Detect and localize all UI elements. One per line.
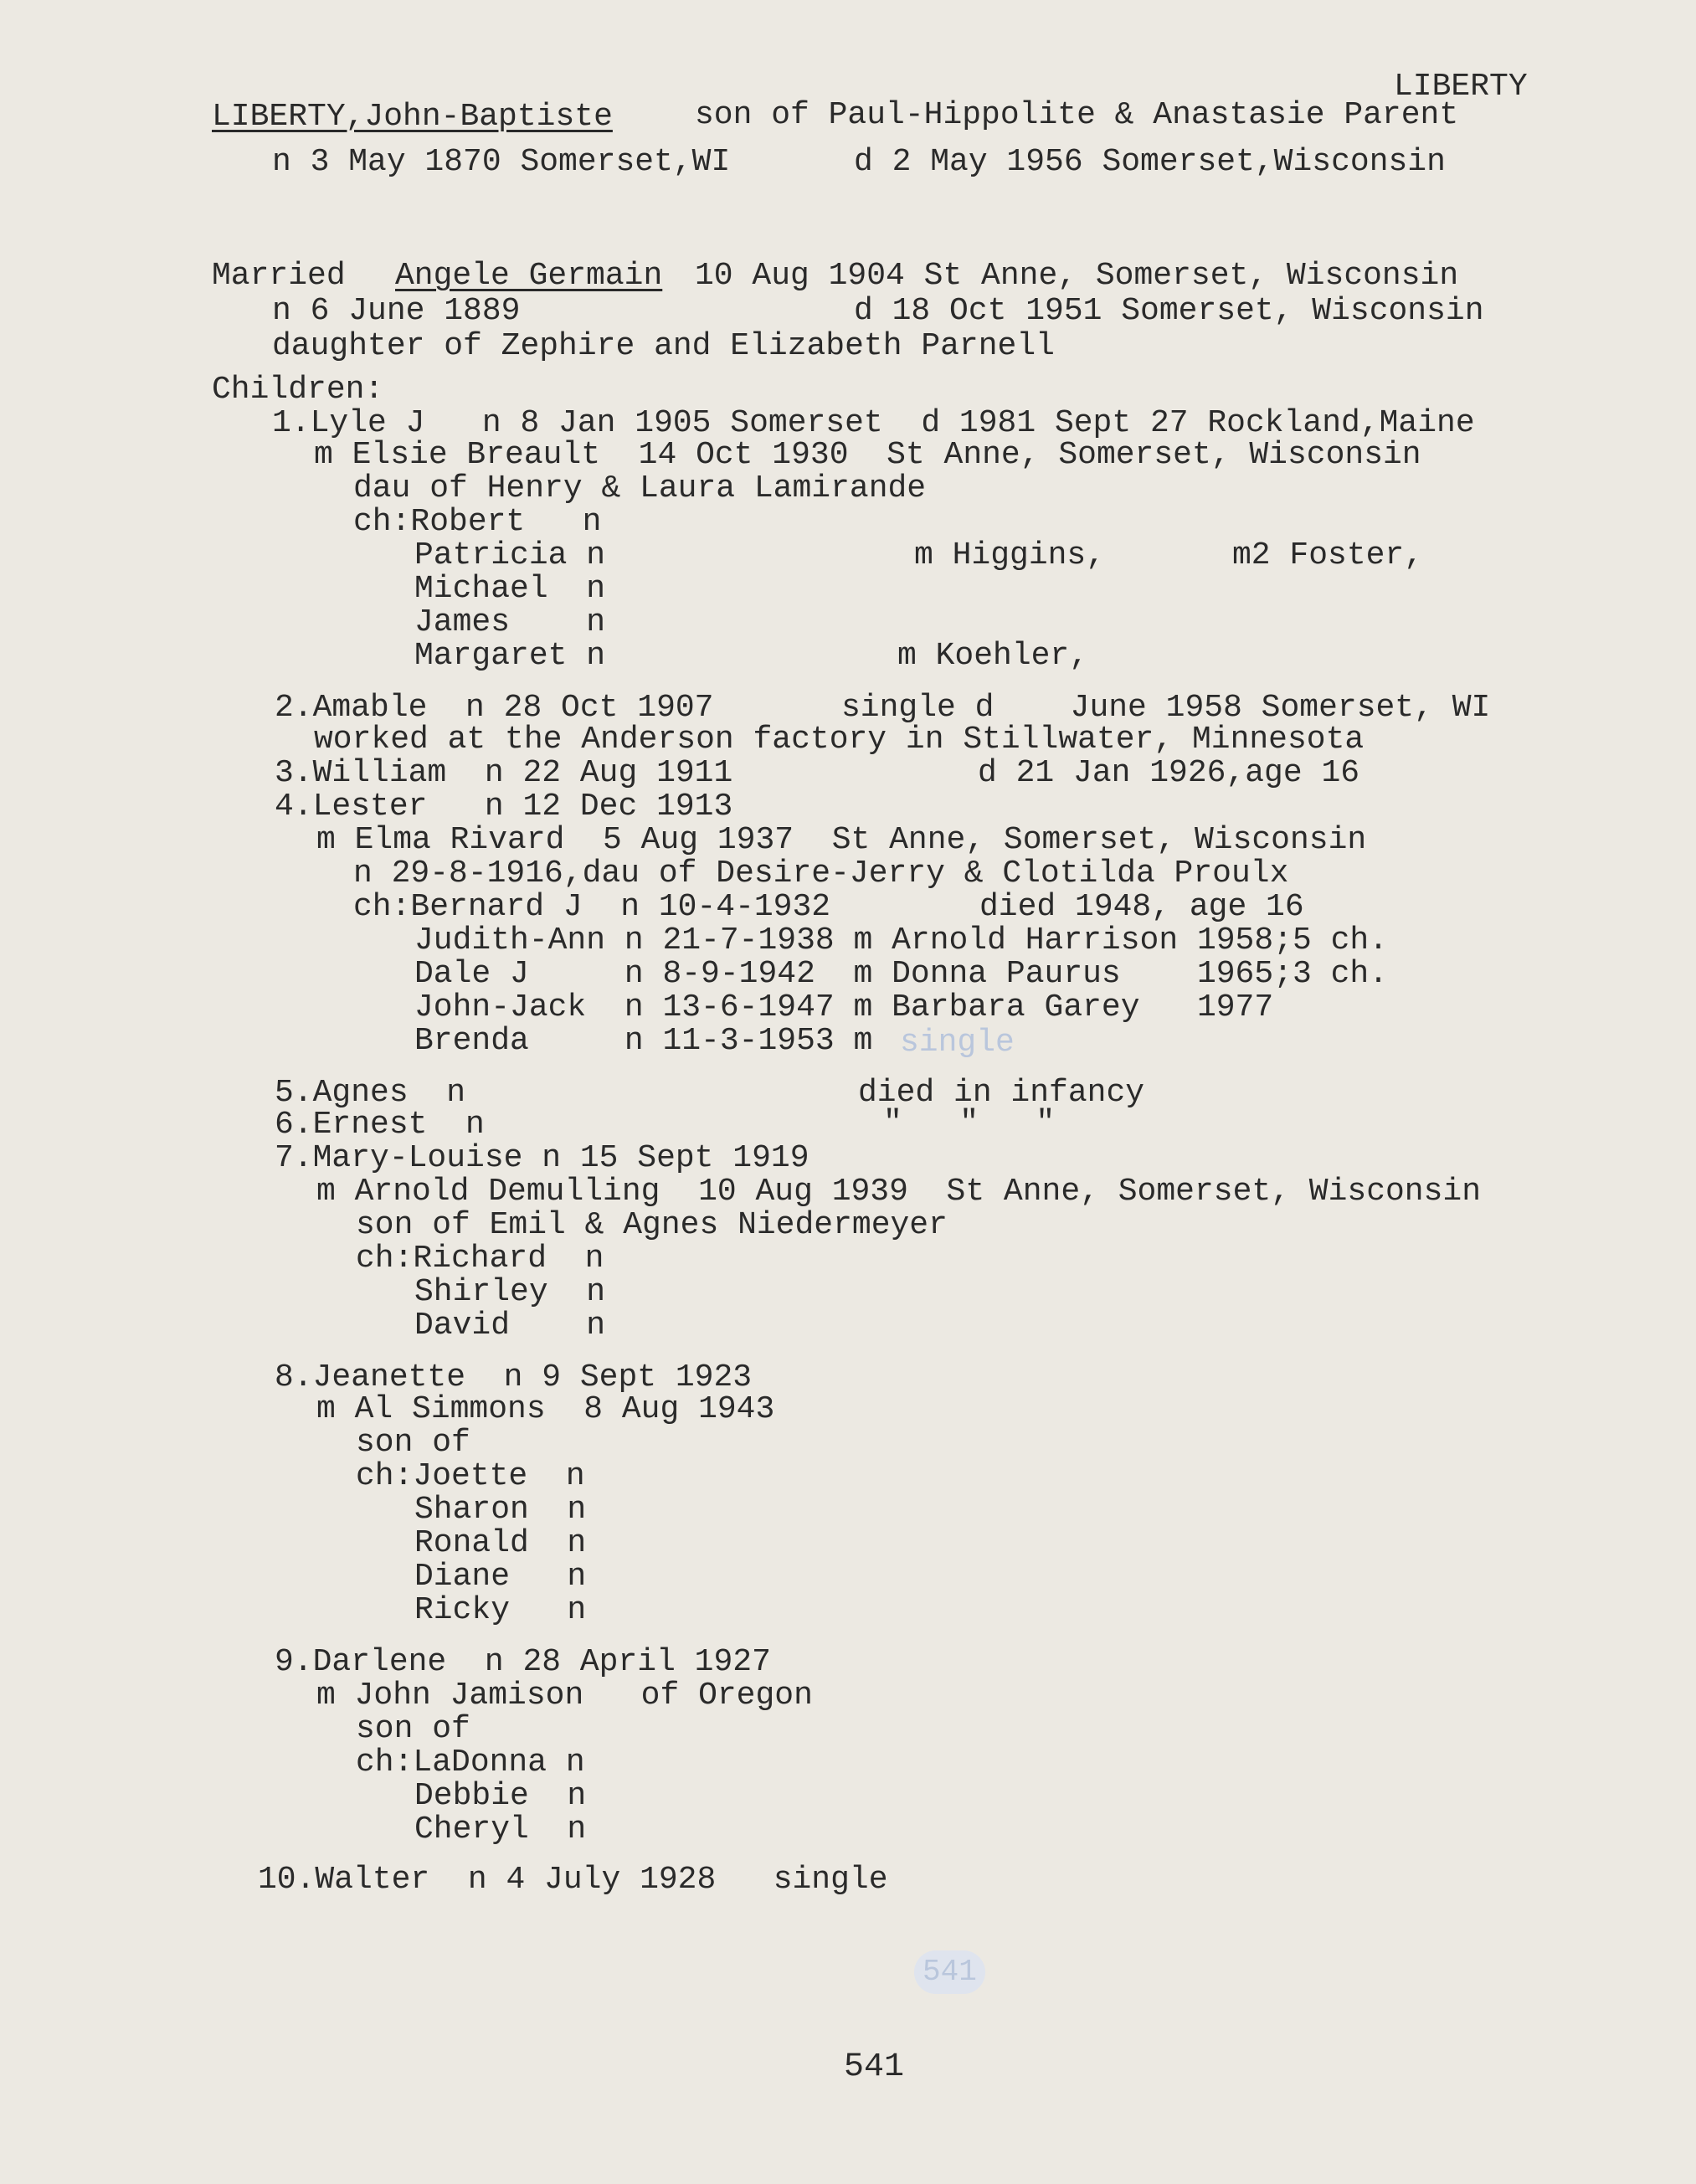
child-5-line: 5.Agnes n: [275, 1075, 466, 1111]
grandchild-line: Sharon n: [414, 1492, 587, 1528]
grandchild-line: ch:Robert n: [353, 504, 602, 540]
child-9-marriage: m John Jamison of Oregon: [316, 1678, 813, 1714]
child-4-spouse-details: n 29-8-1916,dau of Desire-Jerry & Clotilda Proulx: [353, 856, 1289, 892]
married-label: Married: [212, 258, 346, 294]
spouse-name: Angele Germain: [395, 258, 663, 294]
grandchild-line: Cheryl n: [414, 1811, 587, 1847]
grandchild-line: Patricia n: [414, 537, 606, 573]
grandchild-line: ch:Joette n: [356, 1458, 585, 1494]
grandchild-line: Dale J n 8-9-1942 m Donna Paurus 1965;3 ch.: [414, 956, 1388, 992]
spouse-birth: n 6 June 1889: [272, 293, 521, 329]
child-4-line: 4.Lester n 12 Dec 1913: [275, 789, 733, 825]
surname-heading: LIBERTY: [1394, 69, 1528, 105]
children-label: Children:: [212, 372, 384, 408]
grandchild-line: Debbie n: [414, 1778, 587, 1814]
child-6-line: 6.Ernest n: [275, 1107, 485, 1143]
child-7-spouse-parents: son of Emil & Agnes Niedermeyer: [356, 1207, 948, 1243]
child-3-line: 3.William n 22 Aug 1911: [275, 755, 733, 791]
grandchild-line: ch:Bernard J n 10-4-1932: [353, 889, 831, 925]
subject-name: LIBERTY,John-Baptiste: [212, 99, 613, 135]
child-9-spouse-parents: son of: [356, 1711, 470, 1747]
grandchild-line: ch:Richard n: [356, 1241, 604, 1277]
child-7-line: 7.Mary-Louise n 15 Sept 1919: [275, 1140, 809, 1176]
grandchild-line: Shirley n: [414, 1274, 606, 1310]
child-4-marriage: m Elma Rivard 5 Aug 1937 St Anne, Somerset, Wisconsin: [316, 822, 1367, 858]
spouse-death: d 18 Oct 1951 Somerset, Wisconsin: [854, 293, 1484, 329]
grandchild-line: Diane n: [414, 1559, 587, 1595]
grandchild-line: Brenda n 11-3-1953 m: [414, 1023, 873, 1059]
grandchild-death: died 1948, age 16: [979, 889, 1304, 925]
grandchild-line: James n: [414, 604, 606, 640]
child-2-note: worked at the Anderson factory in Stillwater, Minnesota: [314, 722, 1365, 758]
grandchild-line: John-Jack n 13-6-1947 m Barbara Garey 1977: [414, 989, 1274, 1025]
child-8-line: 8.Jeanette n 9 Sept 1923: [275, 1359, 753, 1395]
grandchild-marriage-2: m2 Foster,: [1232, 537, 1424, 573]
child-2-line: 2.Amable n 28 Oct 1907: [275, 690, 714, 726]
child-6-ditto: " " ": [883, 1105, 1056, 1141]
child-1-spouse-parents: dau of Henry & Laura Lamirande: [353, 470, 927, 506]
grandchild-line: ch:LaDonna n: [356, 1745, 585, 1781]
child-8-marriage: m Al Simmons 8 Aug 1943: [316, 1391, 775, 1427]
grandchild-line: Judith-Ann n 21-7-1938 m Arnold Harrison 1958;5 ch.: [414, 922, 1388, 958]
page-stamp: 541: [914, 1950, 985, 1994]
child-1-marriage: m Elsie Breault 14 Oct 1930 St Anne, Somerset, Wisconsin: [314, 437, 1421, 473]
grandchild-line: Ricky n: [414, 1592, 587, 1628]
grandchild-line: Ronald n: [414, 1525, 587, 1561]
grandchild-line: Michael n: [414, 571, 606, 607]
marriage-details: 10 Aug 1904 St Anne, Somerset, Wisconsin: [695, 258, 1459, 294]
subject-birth: n 3 May 1870 Somerset,WI: [272, 144, 731, 180]
grandchild-marriage: m Koehler,: [897, 638, 1089, 674]
child-9-line: 9.Darlene n 28 April 1927: [275, 1644, 771, 1680]
spouse-parents: daughter of Zephire and Elizabeth Parnell: [272, 328, 1055, 364]
grandchild-marriage: m Higgins,: [914, 537, 1106, 573]
faint-single-annotation: single: [900, 1025, 1015, 1061]
child-1-line: 1.Lyle J n 8 Jan 1905 Somerset d 1981 Sept 27 Rockland,Maine: [272, 405, 1475, 441]
child-7-marriage: m Arnold Demulling 10 Aug 1939 St Anne, Somerset, Wisconsin: [316, 1174, 1482, 1210]
subject-parents: son of Paul-Hippolite & Anastasie Parent: [695, 97, 1459, 133]
child-8-spouse-parents: son of: [356, 1425, 470, 1461]
child-5-note: died in infancy: [858, 1075, 1145, 1111]
child-3-death: d 21 Jan 1926,age 16: [978, 755, 1360, 791]
grandchild-line: David n: [414, 1308, 606, 1344]
child-2-status: single d June 1958 Somerset, WI: [841, 690, 1491, 726]
page-number: 541: [844, 2048, 905, 2086]
grandchild-line: Margaret n: [414, 638, 606, 674]
subject-death: d 2 May 1956 Somerset,Wisconsin: [854, 144, 1446, 180]
child-10-line: 10.Walter n 4 July 1928 single: [258, 1862, 888, 1898]
